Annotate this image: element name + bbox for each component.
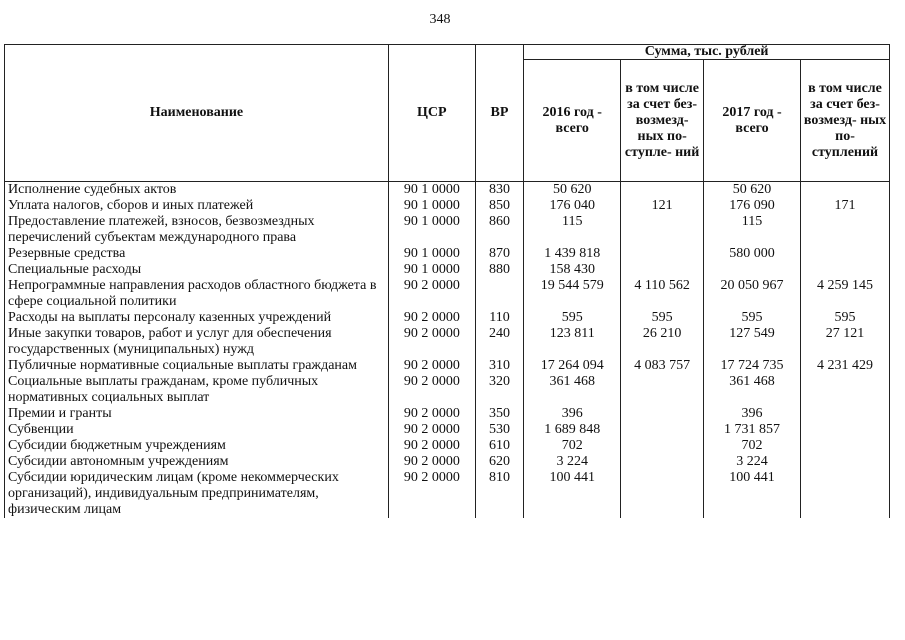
row-2017-free <box>801 262 890 278</box>
row-2016-free: 4 083 757 <box>621 358 704 374</box>
row-2017-free <box>801 438 890 454</box>
row-vr: 530 <box>475 422 523 438</box>
row-2017-total: 580 000 <box>704 246 801 262</box>
header-vr: ВР <box>475 45 523 182</box>
row-2016-free <box>621 406 704 422</box>
table-row <box>5 214 890 246</box>
row-2016-free <box>621 438 704 454</box>
table-row <box>5 262 890 278</box>
row-name: Субсидии бюджетным учреждениям <box>5 438 389 454</box>
row-name: Уплата налогов, сборов и иных платежей <box>5 198 389 214</box>
table-row <box>5 246 890 262</box>
table-row <box>5 326 890 358</box>
row-2016-total: 115 <box>524 214 621 246</box>
row-2016-free <box>621 246 704 262</box>
row-vr: 860 <box>475 214 523 246</box>
row-2017-total: 361 468 <box>704 374 801 406</box>
row-2016-total: 3 224 <box>524 454 621 470</box>
row-name: Специальные расходы <box>5 262 389 278</box>
row-2016-free <box>621 470 704 518</box>
row-csr: 90 2 0000 <box>388 278 475 310</box>
row-vr: 830 <box>475 182 523 199</box>
row-2016-total: 361 468 <box>524 374 621 406</box>
row-2017-free <box>801 454 890 470</box>
table-row <box>5 198 890 214</box>
row-2017-total: 127 549 <box>704 326 801 358</box>
row-name: Предоставление платежей, взносов, безвозмездных перечислений субъектам международного права <box>5 214 389 246</box>
row-2017-free: 4 259 145 <box>801 278 890 310</box>
row-2017-total: 176 090 <box>704 198 801 214</box>
row-2017-total: 3 224 <box>704 454 801 470</box>
row-name: Иные закупки товаров, работ и услуг для обеспечения государственных (муниципальных) нужд <box>5 326 389 358</box>
row-2016-total: 1 689 848 <box>524 422 621 438</box>
table-body <box>5 182 890 519</box>
row-name: Исполнение судебных актов <box>5 182 389 199</box>
table-row <box>5 374 890 406</box>
row-2016-free: 26 210 <box>621 326 704 358</box>
table-row <box>5 406 890 422</box>
row-2016-total: 396 <box>524 406 621 422</box>
row-2017-total: 115 <box>704 214 801 246</box>
row-name: Субсидии автономным учреждениям <box>5 454 389 470</box>
row-2017-total: 396 <box>704 406 801 422</box>
row-2016-total: 1 439 818 <box>524 246 621 262</box>
row-name: Расходы на выплаты персоналу казенных учреждений <box>5 310 389 326</box>
row-2017-free: 4 231 429 <box>801 358 890 374</box>
table-row <box>5 358 890 374</box>
row-2016-free <box>621 262 704 278</box>
row-vr <box>475 278 523 310</box>
row-csr: 90 2 0000 <box>388 454 475 470</box>
row-csr: 90 2 0000 <box>388 406 475 422</box>
row-2017-free <box>801 406 890 422</box>
row-csr: 90 1 0000 <box>388 182 475 199</box>
table-row <box>5 310 890 326</box>
row-2017-total: 595 <box>704 310 801 326</box>
header-2016-free: в том числе за счет без- возмезд- ных по- ступле- ний <box>621 60 704 182</box>
row-2017-total: 1 731 857 <box>704 422 801 438</box>
row-2016-free: 121 <box>621 198 704 214</box>
row-2016-free <box>621 182 704 199</box>
row-csr: 90 2 0000 <box>388 326 475 358</box>
row-2016-free <box>621 214 704 246</box>
page-number: 348 <box>429 12 451 27</box>
row-2017-total: 50 620 <box>704 182 801 199</box>
header-2017-free: в том числе за счет без- возмезд- ных по- ступлений <box>801 60 890 182</box>
row-2016-total: 17 264 094 <box>524 358 621 374</box>
row-2017-total <box>704 262 801 278</box>
row-vr: 880 <box>475 262 523 278</box>
row-2017-total: 20 050 967 <box>704 278 801 310</box>
header-csr: ЦСР <box>388 45 475 182</box>
row-2016-free <box>621 422 704 438</box>
row-name: Непрограммные направления расходов областного бюджета в сфере социальной политики <box>5 278 389 310</box>
row-csr: 90 2 0000 <box>388 422 475 438</box>
row-csr: 90 1 0000 <box>388 214 475 246</box>
row-2016-free: 4 110 562 <box>621 278 704 310</box>
row-csr: 90 1 0000 <box>388 262 475 278</box>
row-2017-free: 171 <box>801 198 890 214</box>
row-vr: 870 <box>475 246 523 262</box>
row-2017-free: 595 <box>801 310 890 326</box>
row-2016-total: 50 620 <box>524 182 621 199</box>
row-2016-free: 595 <box>621 310 704 326</box>
row-2017-total: 17 724 735 <box>704 358 801 374</box>
row-csr: 90 2 0000 <box>388 358 475 374</box>
header-2017-total: 2017 год - всего <box>704 60 801 182</box>
row-vr: 350 <box>475 406 523 422</box>
row-vr: 850 <box>475 198 523 214</box>
table-row <box>5 454 890 470</box>
header-sum-group: Сумма, тыс. рублей <box>524 45 890 60</box>
row-2017-free <box>801 182 890 199</box>
table-row <box>5 182 890 199</box>
budget-table <box>4 44 890 518</box>
row-2017-total: 100 441 <box>704 470 801 518</box>
row-vr: 320 <box>475 374 523 406</box>
row-2017-total: 702 <box>704 438 801 454</box>
row-csr: 90 2 0000 <box>388 438 475 454</box>
row-name: Резервные средства <box>5 246 389 262</box>
row-name: Социальные выплаты гражданам, кроме публичных нормативных социальных выплат <box>5 374 389 406</box>
header-2016-total: 2016 год - всего <box>524 60 621 182</box>
row-csr: 90 1 0000 <box>388 198 475 214</box>
row-2017-free <box>801 470 890 518</box>
row-2016-total: 702 <box>524 438 621 454</box>
table-row <box>5 278 890 310</box>
row-name: Субвенции <box>5 422 389 438</box>
row-vr: 610 <box>475 438 523 454</box>
row-name: Премии и гранты <box>5 406 389 422</box>
row-2016-total: 158 430 <box>524 262 621 278</box>
table-row <box>5 422 890 438</box>
row-2017-free: 27 121 <box>801 326 890 358</box>
header-name: Наименование <box>5 45 389 182</box>
row-name: Субсидии юридическим лицам (кроме некоммерческих организаций), индивидуальным предпринимателям, физическим лицам <box>5 470 389 518</box>
row-2016-free <box>621 374 704 406</box>
row-vr: 810 <box>475 470 523 518</box>
row-2017-free <box>801 246 890 262</box>
row-vr: 620 <box>475 454 523 470</box>
table-row <box>5 438 890 454</box>
row-2016-free <box>621 454 704 470</box>
row-2016-total: 19 544 579 <box>524 278 621 310</box>
row-2017-free <box>801 422 890 438</box>
row-2017-free <box>801 374 890 406</box>
row-csr: 90 2 0000 <box>388 374 475 406</box>
row-2016-total: 123 811 <box>524 326 621 358</box>
table-row <box>5 470 890 518</box>
row-name: Публичные нормативные социальные выплаты гражданам <box>5 358 389 374</box>
row-2017-free <box>801 214 890 246</box>
row-csr: 90 1 0000 <box>388 246 475 262</box>
row-vr: 240 <box>475 326 523 358</box>
row-vr: 310 <box>475 358 523 374</box>
row-vr: 110 <box>475 310 523 326</box>
row-2016-total: 176 040 <box>524 198 621 214</box>
row-2016-total: 595 <box>524 310 621 326</box>
row-csr: 90 2 0000 <box>388 470 475 518</box>
row-csr: 90 2 0000 <box>388 310 475 326</box>
row-2016-total: 100 441 <box>524 470 621 518</box>
